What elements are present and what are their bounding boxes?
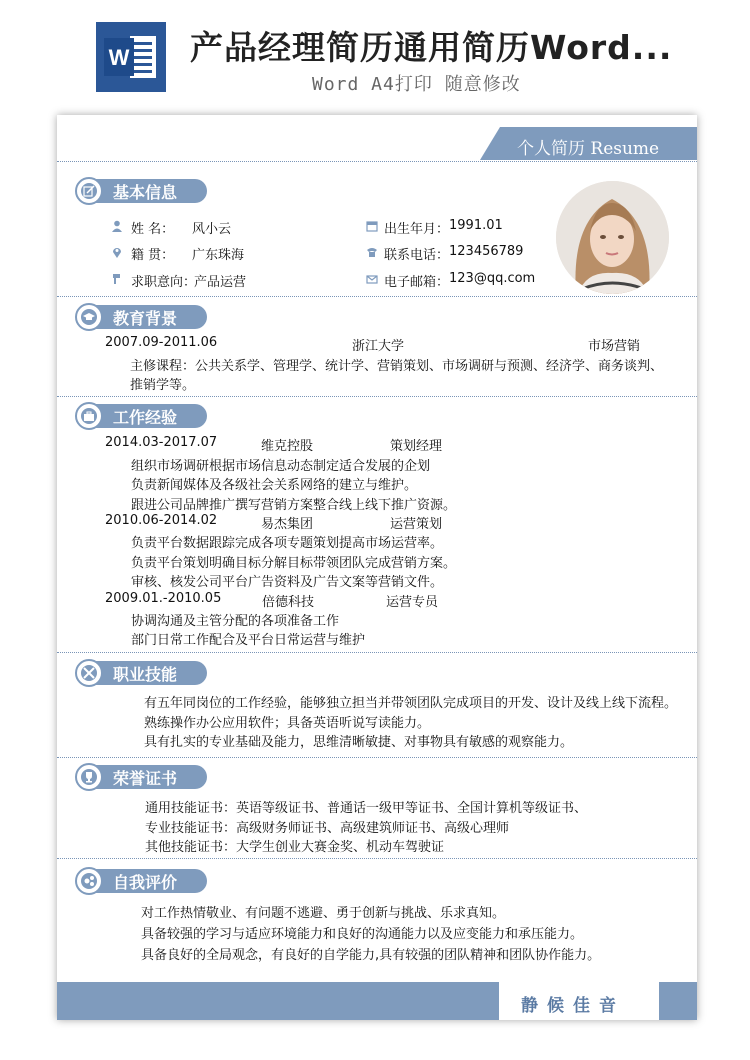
- self-eval-line: 具备较强的学习与适应环境能力和良好的沟通能力以及应变能力和承压能力。: [141, 927, 584, 942]
- job-duty: 审核、核发公司平台广告资料及广告文案等营销文件。: [131, 575, 444, 590]
- edu-period: 2007.09-2011.06: [105, 335, 218, 350]
- section-title: 工作经验: [113, 408, 178, 427]
- section-header-basic: [75, 177, 195, 205]
- person-icon: [111, 220, 123, 232]
- divider: [57, 858, 697, 859]
- section-title: 职业技能: [113, 665, 178, 684]
- section-title: 教育背景: [113, 309, 178, 328]
- section-title: 自我评价: [113, 873, 178, 892]
- location-icon: [111, 246, 123, 258]
- origin-label: 籍 贯：: [131, 248, 175, 263]
- job-duty: 跟进公司品牌推广撰写营销方案整合线上线下推广资源。: [131, 498, 457, 513]
- name-label: 姓 名：: [131, 222, 175, 237]
- section-title: 基本信息: [113, 183, 178, 202]
- job-period: 2010.06-2014.02: [105, 513, 218, 528]
- phone-icon: [366, 246, 378, 258]
- birth-label: 出生年月：: [384, 222, 450, 237]
- job-duty: 组织市场调研根据市场信息动态制定适合发展的企划: [131, 459, 431, 474]
- phone-label: 联系电话：: [384, 248, 450, 263]
- tools-icon: [83, 667, 95, 679]
- email-value: 123@qq.com: [449, 271, 536, 286]
- job-period: 2014.03-2017.07: [105, 435, 218, 450]
- skill-line: 具有扎实的专业基础及能力，思维清晰敏捷、对事物具有敏感的观察能力。: [144, 735, 574, 750]
- intent-icon: [111, 273, 123, 285]
- job-role: 运营策划: [390, 517, 443, 532]
- graduation-cap-icon: [83, 311, 95, 323]
- job-duty: 协调沟通及主管分配的各项准备工作: [131, 614, 340, 629]
- edu-courses-cont: 推销学等。: [130, 378, 196, 393]
- job-role: 运营专员: [386, 595, 439, 610]
- section-header-education: [75, 303, 195, 331]
- svg-text:W: W: [108, 45, 130, 70]
- section-title: 荣誉证书: [113, 769, 178, 788]
- footer-text: 静候佳音: [521, 996, 625, 1016]
- section-header-skills: [75, 659, 195, 687]
- document-subtitle: Word A4打印 随意修改: [312, 74, 521, 95]
- section-header-work: [75, 402, 195, 430]
- intent-value: 产品运营: [194, 275, 247, 290]
- job-company: 易杰集团: [261, 517, 314, 532]
- email-icon: [366, 273, 378, 285]
- edu-school: 浙江大学: [352, 339, 405, 354]
- honor-line: 其他技能证书：大学生创业大赛金奖、机动车驾驶证: [145, 840, 445, 855]
- job-period: 2009.01.-2010.05: [105, 591, 222, 606]
- origin-value: 广东珠海: [192, 248, 245, 263]
- footer-box: [499, 982, 659, 1020]
- job-role: 策划经理: [390, 439, 443, 454]
- divider: [57, 757, 697, 758]
- email-label: 电子邮箱：: [384, 275, 450, 290]
- divider: [57, 296, 697, 297]
- section-header-self-eval: [75, 867, 195, 895]
- job-duty: 负责平台策划明确目标分解目标带领团队完成营销方案。: [131, 556, 457, 571]
- name-value: 风小云: [192, 222, 232, 237]
- self-eval-icon: [83, 875, 95, 887]
- divider: [57, 396, 697, 397]
- calendar-icon: [366, 220, 378, 232]
- phone-value: 123456789: [449, 244, 524, 259]
- footer-bar: [57, 982, 697, 1020]
- job-duty: 负责新闻媒体及各级社会关系网络的建立与维护。: [131, 478, 418, 493]
- edu-major: 市场营销: [588, 339, 641, 354]
- job-duty: 负责平台数据跟踪完成各项专题策划提高市场运营率。: [131, 536, 444, 551]
- divider: [57, 652, 697, 653]
- edit-icon: [83, 185, 95, 197]
- skill-line: 有五年同岗位的工作经验，能够独立担当并带领团队完成项目的开发、设计及线上线下流程。: [144, 696, 678, 711]
- self-eval-line: 对工作热情敬业、有问题不逃避、勇于创新与挑战、乐求真知。: [141, 906, 506, 921]
- resume-sheet: [57, 115, 697, 1020]
- job-company: 维克控股: [261, 439, 314, 454]
- resume-tab-label: 个人简历 Resume: [517, 139, 660, 159]
- edu-courses: 主修课程：公共关系学、管理学、统计学、营销策划、市场调研与预测、经济学、商务谈判、: [130, 359, 664, 374]
- document-title: 产品经理简历通用简历Word...: [190, 28, 673, 67]
- birth-value: 1991.01: [449, 218, 503, 233]
- intent-label: 求职意向：: [131, 275, 197, 290]
- honor-line: 通用技能证书：英语等级证书、普通话一级甲等证书、全国计算机等级证书、: [145, 801, 588, 816]
- top-banner: [0, 0, 750, 105]
- word-logo-icon: [96, 22, 166, 92]
- skill-line: 熟练操作办公应用软件；具备英语听说写读能力。: [144, 716, 431, 731]
- honor-line: 专业技能证书：高级财务师证书、高级建筑师证书、高级心理师: [145, 821, 510, 836]
- self-eval-line: 具备良好的全局观念，有良好的自学能力,具有较强的团队精神和团队协作能力。: [141, 948, 601, 963]
- briefcase-icon: [83, 410, 95, 422]
- trophy-icon: [83, 771, 95, 783]
- job-duty: 部门日常工作配合及平台日常运营与维护: [131, 633, 366, 648]
- divider: [57, 161, 697, 162]
- profile-photo: [556, 181, 669, 294]
- section-header-honors: [75, 763, 195, 791]
- job-company: 倍德科技: [262, 595, 315, 610]
